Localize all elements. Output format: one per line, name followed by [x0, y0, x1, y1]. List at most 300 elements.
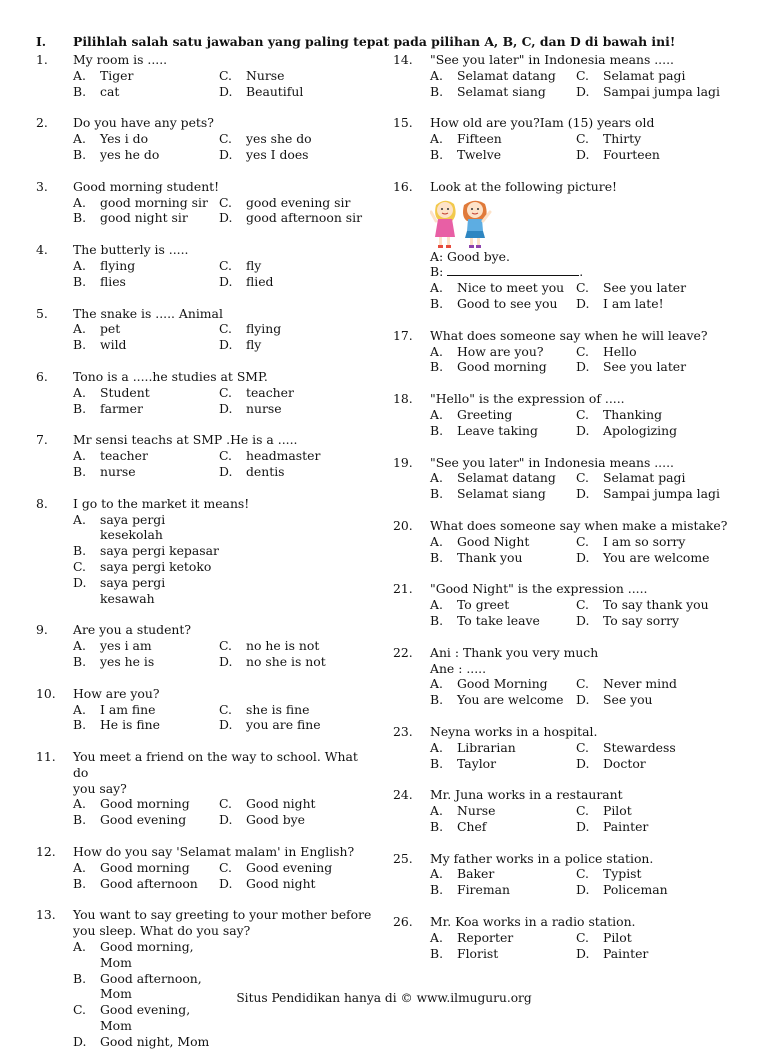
answer-option [576, 344, 637, 360]
option-row [73, 1002, 376, 1034]
option-text: Stewardess [603, 739, 676, 755]
option-row [73, 575, 376, 607]
option-letter: D. [576, 359, 590, 375]
answer-option [430, 946, 576, 962]
question-item [36, 306, 376, 353]
answer-option [73, 717, 219, 733]
option-text: Beautiful [246, 83, 304, 99]
question-line [393, 914, 738, 930]
answer-option [219, 717, 321, 733]
option-text: Chef [457, 818, 487, 834]
answer-option [430, 882, 576, 898]
option-row [73, 337, 376, 353]
option-row [73, 464, 376, 480]
option-text: See you [603, 692, 653, 708]
option-letter: C. [576, 597, 589, 613]
question-text: "See you later" in Indonesia means ..... [430, 52, 674, 67]
option-row [73, 638, 376, 654]
question-item [36, 686, 376, 733]
option-text: Pilot [603, 929, 632, 945]
answer-option [219, 274, 274, 290]
answer-options [393, 803, 738, 835]
option-text: Good night, Mom [100, 1033, 210, 1049]
option-row [73, 195, 376, 211]
answer-option [73, 210, 219, 226]
option-letter: A. [73, 796, 86, 812]
option-letter: B. [430, 882, 444, 898]
footer-credit: Situs Pendidikan hanya di © www.ilmuguru.org [236, 991, 532, 1005]
answer-option [576, 803, 632, 819]
question-number: 22. [393, 644, 413, 660]
option-row [73, 131, 376, 147]
question-line [393, 581, 738, 597]
question-line [36, 923, 376, 939]
question-item [393, 179, 738, 312]
answer-option [576, 930, 632, 946]
option-row [430, 756, 738, 772]
question-item [393, 724, 738, 771]
answer-options [36, 638, 376, 670]
option-letter: C. [576, 866, 589, 882]
answer-option [430, 344, 576, 360]
option-letter: D. [576, 422, 590, 438]
option-letter: B. [430, 692, 444, 708]
option-text: Selamat siang [457, 83, 546, 99]
option-letter: B. [430, 422, 444, 438]
option-letter: C. [576, 131, 589, 147]
option-letter: A. [73, 67, 86, 83]
option-text: Sampai jumpa lagi [603, 486, 720, 502]
answer-option [73, 195, 219, 211]
option-text: I am so sorry [603, 533, 686, 549]
answer-option [73, 321, 219, 337]
option-text: Reporter [457, 929, 514, 945]
question-line [36, 907, 376, 923]
option-letter: A. [73, 131, 86, 147]
answer-option [576, 676, 677, 692]
option-letter: D. [219, 463, 233, 479]
left-question-column [36, 52, 376, 1050]
option-letter: D. [73, 574, 87, 590]
option-row [430, 676, 738, 692]
section-number: I. [36, 34, 47, 49]
option-row [430, 882, 738, 898]
option-letter: A. [73, 384, 86, 400]
question-number: 12. [36, 844, 56, 860]
answer-options [36, 512, 376, 607]
answer-option [219, 68, 284, 84]
answer-option [73, 939, 219, 971]
option-row [73, 274, 376, 290]
option-text: Fifteen [457, 131, 502, 147]
question-text: Neyna works in a hospital. [430, 723, 598, 739]
option-row [430, 613, 738, 629]
question-number: 19. [393, 454, 413, 470]
option-text: Thank you [457, 549, 523, 565]
option-letter: D. [219, 273, 233, 289]
option-text: To greet [457, 597, 510, 613]
question-number: 14. [393, 52, 413, 67]
answer-option [73, 702, 219, 718]
question-text: Mr. Juna works in a restaurant [430, 787, 623, 803]
option-text: Baker [457, 866, 495, 882]
question-text: Tono is a .....he studies at SMP. [73, 368, 268, 384]
option-letter: D. [576, 83, 590, 99]
option-letter: D. [219, 875, 233, 891]
answer-option [430, 486, 576, 502]
answer-option [219, 321, 281, 337]
question-line [393, 787, 738, 803]
question-number: 16. [393, 178, 413, 194]
answer-option [73, 385, 219, 401]
answer-option [430, 692, 576, 708]
option-letter: D. [219, 653, 233, 669]
question-number: 9. [36, 622, 48, 638]
question-item [36, 496, 376, 607]
option-row [73, 1034, 376, 1050]
answer-option [576, 423, 677, 439]
answer-option [73, 147, 219, 163]
option-text: Librarian [457, 739, 516, 755]
question-item [393, 851, 738, 898]
answer-option [73, 512, 219, 544]
question-number: 15. [393, 115, 413, 131]
option-text: yes he is [100, 653, 155, 669]
answer-option [430, 359, 576, 375]
option-text: To say sorry [603, 612, 680, 628]
answer-options [393, 407, 738, 439]
answer-option [73, 84, 219, 100]
option-letter: B. [73, 337, 87, 353]
option-letter: D. [576, 549, 590, 565]
option-row [430, 550, 738, 566]
option-letter: C. [219, 194, 232, 210]
answer-option [576, 882, 668, 898]
option-text: Good Morning [457, 676, 548, 692]
answer-option [430, 740, 576, 756]
option-row [73, 860, 376, 876]
option-text: saya pergi kesawah [100, 574, 166, 606]
option-letter: B. [73, 273, 87, 289]
question-number: 23. [393, 723, 413, 739]
answer-option [219, 147, 309, 163]
option-letter: A. [73, 701, 86, 717]
option-letter: B. [430, 486, 444, 502]
dialog-text: B: [430, 264, 448, 280]
option-letter: C. [219, 384, 232, 400]
answer-option [576, 866, 642, 882]
question-number: 2. [36, 115, 48, 131]
option-text: Selamat datang [457, 470, 556, 486]
question-line [393, 52, 738, 68]
answer-options [393, 597, 738, 629]
option-letter: D. [576, 755, 590, 771]
option-letter: B. [73, 543, 87, 559]
answer-option [430, 930, 576, 946]
question-line [393, 115, 738, 131]
right-question-column [393, 52, 738, 961]
question-text: You want to say greeting to your mother before [73, 907, 372, 923]
answer-option [430, 866, 576, 882]
option-letter: C. [73, 1002, 86, 1018]
question-number: 25. [393, 850, 413, 866]
question-item [36, 369, 376, 416]
question-line [36, 179, 376, 195]
question-number: 21. [393, 581, 413, 597]
option-letter: B. [73, 970, 87, 986]
question-line [36, 496, 376, 512]
answer-option [73, 543, 219, 559]
answer-option [430, 68, 576, 84]
answer-option [576, 131, 641, 147]
option-row [73, 717, 376, 733]
option-text: Nurse [246, 67, 285, 83]
answer-option [576, 597, 709, 613]
answer-options [36, 131, 376, 163]
answer-option [219, 385, 294, 401]
option-row [73, 543, 376, 559]
option-letter: D. [576, 486, 590, 502]
option-text: Fourteen [603, 146, 660, 162]
question-item [393, 52, 738, 99]
answer-option [219, 195, 350, 211]
option-text: Good afternoon, Mom [100, 970, 202, 1002]
option-letter: B. [73, 400, 87, 416]
dialog-line: B: . [430, 264, 584, 280]
option-letter: D. [576, 945, 590, 961]
answer-option [576, 486, 720, 502]
option-text: nurse [100, 463, 136, 479]
option-text: Thanking [603, 406, 662, 422]
option-text: teacher [246, 384, 294, 400]
option-text: no she is not [246, 653, 326, 669]
option-text: Nurse [457, 803, 496, 819]
question-number: 7. [36, 432, 48, 448]
option-text: saya pergi kesekolah [100, 511, 166, 543]
option-row [430, 819, 738, 835]
answer-option [576, 756, 646, 772]
option-text: Pilot [603, 803, 632, 819]
question-text: You meet a friend on the way to school. What do [73, 749, 358, 780]
option-row [430, 131, 738, 147]
option-letter: D. [576, 692, 590, 708]
question-line [393, 455, 738, 471]
question-number: 6. [36, 368, 48, 384]
option-letter: C. [219, 257, 232, 273]
option-text: yes she do [246, 131, 312, 147]
option-text: dentis [246, 463, 285, 479]
option-text: Policeman [603, 882, 668, 898]
question-item [36, 844, 376, 891]
option-row [73, 385, 376, 401]
question-number: 5. [36, 305, 48, 321]
question-item [36, 52, 376, 99]
two-girls-waving-illustration [430, 195, 492, 249]
option-text: Good evening [100, 812, 187, 828]
option-text: headmaster [246, 448, 321, 464]
question-item [393, 787, 738, 834]
answer-option [219, 796, 316, 812]
option-text: Tiger [100, 67, 134, 83]
answer-option [430, 296, 576, 312]
answer-option [576, 946, 648, 962]
option-letter: D. [219, 717, 233, 733]
question-text: "Hello" is the expression of ..... [430, 391, 625, 407]
option-text: nurse [246, 400, 282, 416]
option-letter: C. [219, 796, 232, 812]
option-letter: A. [73, 939, 86, 955]
option-row [430, 930, 738, 946]
answer-options [36, 385, 376, 417]
option-letter: D. [219, 83, 233, 99]
option-row [73, 258, 376, 274]
option-letter: C. [576, 343, 589, 359]
option-letter: C. [219, 701, 232, 717]
option-letter: A. [73, 638, 86, 654]
option-letter: D. [73, 1033, 87, 1049]
section-instruction: Pilihlah salah satu jawaban yang paling tepat pada pilihan A, B, C, dan D di bawah ini! [73, 34, 676, 49]
option-row [73, 84, 376, 100]
option-row [430, 692, 738, 708]
answer-option [430, 534, 576, 550]
question-item [36, 242, 376, 289]
option-letter: A. [73, 511, 86, 527]
option-text: Thirty [603, 131, 642, 147]
option-letter: C. [219, 859, 232, 875]
question-line [393, 724, 738, 740]
option-row [430, 486, 738, 502]
question-item [36, 907, 376, 1049]
question-item [36, 115, 376, 162]
question-item [393, 518, 738, 565]
option-letter: A. [73, 194, 86, 210]
option-row [73, 796, 376, 812]
question-line [393, 661, 738, 677]
option-text: I am fine [100, 701, 156, 717]
option-letter: C. [73, 558, 86, 574]
answer-option [73, 796, 219, 812]
answer-option [576, 692, 653, 708]
option-letter: A. [430, 533, 443, 549]
option-row [73, 68, 376, 84]
answer-option [430, 147, 576, 163]
question-text: Mr sensi teachs at SMP .He is a ..... [73, 432, 298, 448]
answer-option [576, 147, 660, 163]
option-row [430, 296, 738, 312]
option-text: flying [246, 321, 282, 337]
question-line [393, 179, 738, 195]
option-letter: C. [219, 638, 232, 654]
option-text: Good morning [457, 359, 547, 375]
option-letter: B. [430, 612, 444, 628]
answer-option [576, 550, 709, 566]
option-row [430, 147, 738, 163]
answer-options [393, 534, 738, 566]
option-text: she is fine [246, 701, 310, 717]
option-text: Greeting [457, 406, 513, 422]
option-row [73, 559, 376, 575]
option-text: yes he do [100, 146, 160, 162]
question-number [36, 781, 73, 797]
option-row [73, 702, 376, 718]
option-text: See you later [603, 280, 687, 296]
option-text: Selamat datang [457, 67, 556, 83]
option-text: yes I does [246, 146, 309, 162]
option-letter: C. [576, 280, 589, 296]
question-line [393, 391, 738, 407]
option-text: Selamat pagi [603, 67, 686, 83]
option-letter: D. [219, 146, 233, 162]
question-text: you say? [73, 780, 127, 796]
answer-option [73, 337, 219, 353]
question-number [393, 661, 430, 677]
question-number: 8. [36, 495, 48, 511]
question-text: My father works in a police station. [430, 850, 654, 866]
answer-option [430, 676, 576, 692]
question-text: Ani : Thank you very much [430, 644, 599, 660]
option-row [73, 401, 376, 417]
option-text: Student [100, 384, 150, 400]
answer-option [430, 803, 576, 819]
option-text: flied [246, 273, 274, 289]
option-text: Yes i do [100, 131, 149, 147]
option-row [430, 597, 738, 613]
answer-option [430, 613, 576, 629]
option-row [430, 359, 738, 375]
answer-option [73, 131, 219, 147]
question-item [393, 328, 738, 375]
question-text: I go to the market it means! [73, 495, 250, 511]
question-item [393, 645, 738, 708]
question-number: 13. [36, 907, 56, 923]
option-text: Nice to meet you [457, 280, 565, 296]
section-heading [36, 34, 736, 50]
option-text: Selamat siang [457, 486, 546, 502]
option-letter: A. [430, 67, 443, 83]
question-text: What does someone say when he will leave? [430, 327, 708, 343]
answer-option [430, 84, 576, 100]
option-letter: C. [576, 470, 589, 486]
answer-options [36, 796, 376, 828]
answer-option [430, 756, 576, 772]
answer-option [73, 464, 219, 480]
answer-options [36, 195, 376, 227]
answer-option [576, 740, 676, 756]
option-letter: C. [219, 67, 232, 83]
answer-options [393, 280, 738, 312]
option-letter: C. [219, 131, 232, 147]
question-line [36, 306, 376, 322]
option-letter: A. [430, 343, 443, 359]
option-letter: B. [73, 717, 87, 733]
answer-option [219, 131, 312, 147]
option-letter: A. [73, 257, 86, 273]
option-text: Florist [457, 945, 499, 961]
option-letter: A. [430, 676, 443, 692]
question-text: you sleep. What do you say? [73, 923, 251, 939]
answer-option [219, 210, 362, 226]
option-row [73, 512, 376, 544]
question-line [36, 115, 376, 131]
answer-options [393, 344, 738, 376]
option-text: Painter [603, 818, 649, 834]
answer-option [73, 559, 219, 575]
answer-options [36, 860, 376, 892]
answer-option [430, 597, 576, 613]
option-letter: B. [430, 146, 444, 162]
option-letter: B. [73, 83, 87, 99]
option-text: Sampai jumpa lagi [603, 83, 720, 99]
